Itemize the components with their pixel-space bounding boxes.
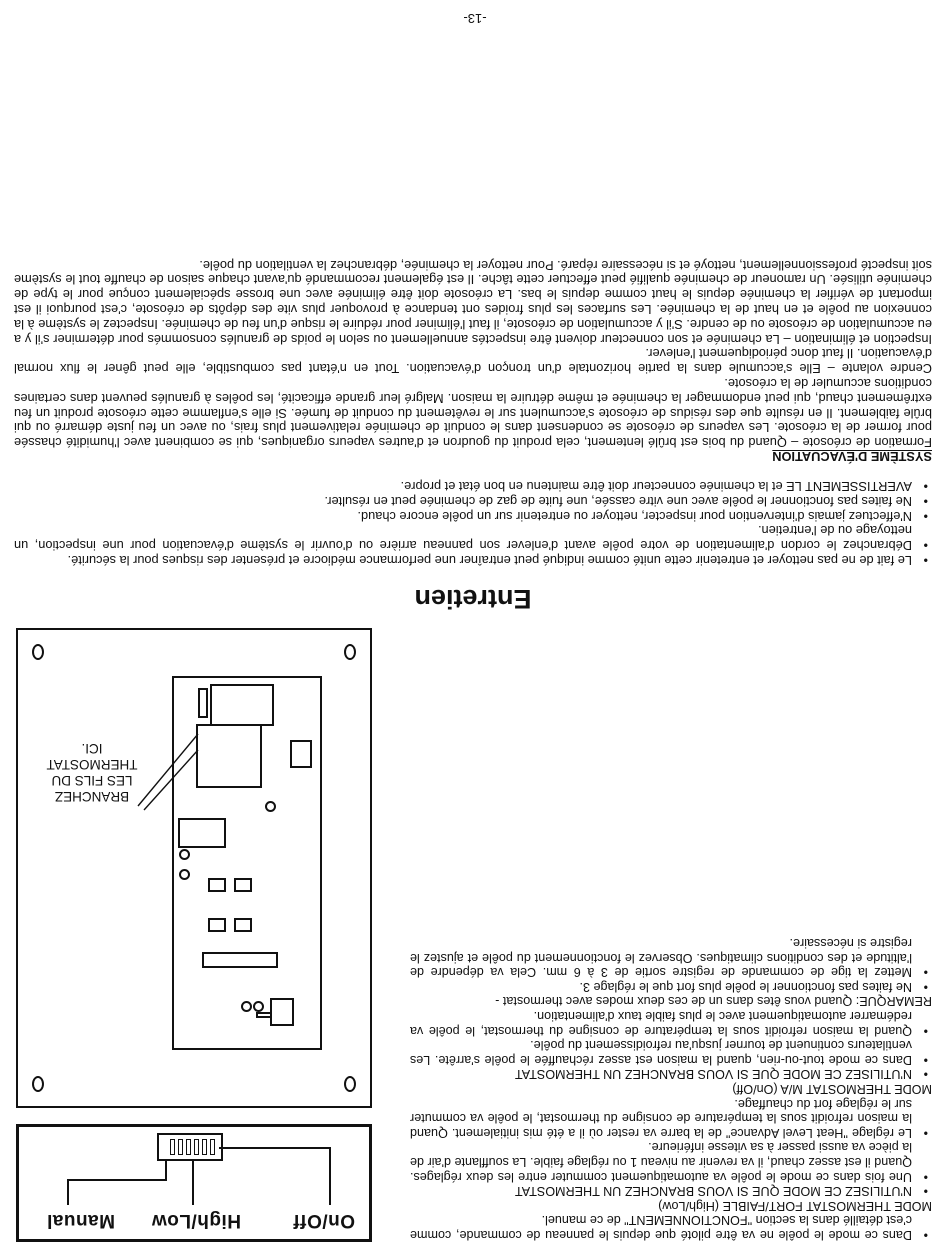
high-low-label: High/Low bbox=[151, 1210, 241, 1231]
remarque-text: REMARQUE: Quand vous êtes dans un de ces deux modes avec thermostat - bbox=[495, 994, 932, 1009]
on-off-bullet: • N'UTILISEZ CE MODE QUE SI VOUS BRANCHEZ UN THERMOSTAT bbox=[410, 1067, 932, 1082]
paragraph: Inspection et élimination – La cheminée et son connecteur doivent être inspectés annuellement ou selon le poids de granulés consommés pour déterminer s'il y a eu accumulation de créosote ou de cendre. S'il y accumulation de créosote, il faut l'éliminer pour réduire le risque d'un feu de cheminée. Inspectez le système à la connexion au poêle et en haut de la cheminée. Les surfaces les plus froides ont tendance à provoquer plus vite des dépôts de créosote, c'est pourquoi il est important de vérifier la cheminée depuis le haut comme depuis le bas. La créosote doit être éliminée avec une brosse spécialement conçue pour le type de cheminée utilisée. Un ramoneur de cheminée qualifié peut effectuer cette tâche. Il est également recommandé qu'avant chaque saison de chauffe tout le système soit inspecté professionnellement, nettoyé et si nécessaire réparé. Pour nettoyer la cheminée, débranchez la ventilation du poêle. bbox=[14, 257, 932, 347]
switch-tick bbox=[202, 1139, 207, 1155]
evacuation-heading: SYSTÈME D'ÉVACUATION bbox=[772, 449, 932, 465]
maintenance-bullet: • Débranchez le cordon d'alimentation de votre poêle avant d'enlever son panneau arrière ou d'ouvrir le système d'évacuation pour une inspection, un nettoyage ou de l'entretien. bbox=[14, 523, 932, 553]
arrow-line bbox=[138, 734, 198, 806]
maintenance-bullet: • AVERTISSEMENT LE et la cheminée connecteur doit être maintenu en bon état et propre. bbox=[14, 478, 932, 493]
high-low-bullet: • Une fois dans ce mode le poêle va automatiquement commuter entre les deux réglages. Quand il est assez chaud, il va revenir au niveau 1 ou réglage faible. La soufflante d'air de la pièce va aussi passer à sa vitesse inférieure. bbox=[410, 1140, 932, 1184]
on-off-bullet: • Quand la maison refroidit sous la température de consigne du thermostat, le poêle va redémarrer automatiquement avec le plus faible taux d'alimentation. bbox=[410, 1009, 932, 1038]
on-off-mode-title: MODE THERMOSTAT M/A (On/Off) bbox=[732, 1082, 932, 1097]
switch-tick bbox=[178, 1139, 183, 1155]
high-low-bullet: • N'UTILISEZ CE MODE QUE SI VOUS BRANCHEZ UN THERMOSTAT bbox=[410, 1184, 932, 1199]
maintenance-bullet: • Le fait de ne pas nettoyer et entretenir cette unité comme indiqué peut entraîner une performance médiocre et présenter des risques pour la sécurité. bbox=[14, 552, 932, 567]
switch-tick bbox=[194, 1139, 199, 1155]
manual-mode-text: • Dans ce mode le poêle ne va être piloté que depuis le panneau de commande, comme c'est détaillé dans la section "FONCTIONNEMENT" de ce manuel. bbox=[410, 1213, 932, 1242]
leader-line bbox=[329, 1147, 331, 1205]
remarque-bullet: • Mettez la tige de commande de registre sortie de 3 à 6 mm. Cela va dépendre de l'altitude et des conditions climatiques. Observez le fonctionnement du poêle et ajustez le registre si nécessaire. bbox=[410, 936, 932, 980]
arrow-line bbox=[144, 750, 198, 810]
mode-switch-diagram bbox=[16, 1124, 372, 1242]
section-title: Entretien bbox=[414, 584, 532, 614]
remarque-bullet: • Ne faites pas fonctionner le poêle plus fort que le réglage 3. bbox=[410, 979, 932, 994]
switch-tick bbox=[170, 1139, 175, 1155]
thermostat-wire-label: BRANCHEZ LES FILS DU THERMOSTAT ICI. bbox=[46, 741, 138, 804]
leader-line bbox=[67, 1179, 69, 1205]
on-off-label: On/Off bbox=[292, 1210, 355, 1231]
leader-line bbox=[165, 1161, 167, 1181]
on-off-bullet: • Dans ce mode tout-ou-rien, quand la maison est assez réchauffée le poêle s'arrête. Les ventilateurs continuent de tourner jusqu'au refroidissement du poêle. bbox=[410, 1038, 932, 1067]
switch-tick bbox=[210, 1139, 215, 1155]
dip-switch bbox=[157, 1133, 223, 1161]
paragraph: Cendre volante – Elle s'accumule dans la partie horizontale d'un tronçon d'évacuation. Tout en n'étant pas combustible, elle peut gêner le flux normal d'évacuation. Il faut donc périodiquement l'enlever. bbox=[14, 346, 932, 377]
leader-line bbox=[219, 1147, 331, 1149]
page-number: -13- bbox=[463, 11, 487, 26]
maintenance-section bbox=[14, 257, 932, 614]
manual-label: Manual bbox=[46, 1210, 115, 1231]
switch-tick bbox=[186, 1139, 191, 1155]
leader-line bbox=[192, 1161, 194, 1205]
maintenance-bullet: • N'effectuez jamais d'intervention pour inspecter, nettoyer ou entretenir sur un poêle encore chaud. bbox=[14, 508, 932, 523]
high-low-mode-title: MODE THERMOSTAT FORT/FAIBLE (High/Low) bbox=[658, 1198, 932, 1213]
control-board-diagram bbox=[16, 628, 372, 1108]
diagrams bbox=[14, 630, 382, 1242]
leader-line bbox=[67, 1179, 167, 1181]
arrow-lines bbox=[14, 626, 370, 1106]
thermostat-modes-column bbox=[410, 936, 932, 1242]
paragraph: Formation de créosote – Quand du bois est brûlé lentement, cela produit du goudron et d'autres vapeurs organiques, qui se combinent avec l'humidité chassée pour former de la créosote. Les vapeurs de créosote se condensent dans le conduit de cheminée relativement plus frais, ou avec un feu juste démarré ou qui brûle faiblement. Il en résulte que des résidus de créosote s'accumulent sur le revêtement du conduit de fumée. Si elle s'enflamme cette créosote produit un feu extrêmement chaud, qui peut endommager la cheminée et même détruire la maison. Malgré leur grande efficacité, les poêles à granulés peuvent dans certaines conditions accumuler de la créosote. bbox=[14, 376, 932, 451]
high-low-bullet: • Le réglage "Heat Level Advance" de la barre va rester où il a été mis initialement. Quand la maison refroidit sous la température de consigne du thermostat, le poêle va commuter sur le réglage fort du chauffage. bbox=[410, 1096, 932, 1140]
maintenance-bullet: • Ne faites pas fonctionner le poêle avec une vitre cassée, une fuite de gaz de cheminée peut en résulter. bbox=[14, 493, 932, 508]
